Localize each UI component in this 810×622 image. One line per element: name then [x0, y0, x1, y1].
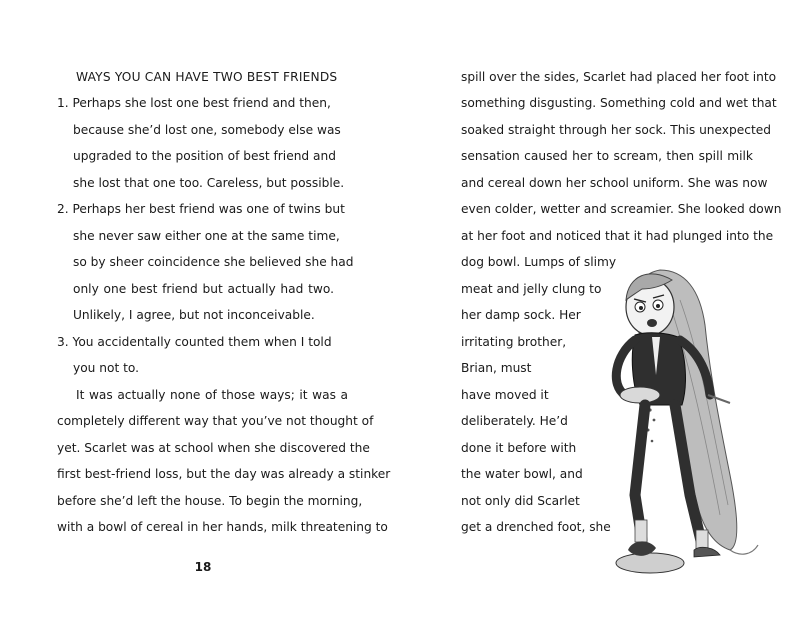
list-item-1-line-3: upgraded to the position of best friend and [73, 149, 336, 163]
section-heading: WAYS YOU CAN HAVE TWO BEST FRIENDS [76, 70, 338, 84]
list-item-1-line-1: 1. Perhaps she lost one best friend and then, [57, 96, 331, 110]
body-line-2: something disgusting. Something cold and wet that [461, 96, 777, 110]
list-item-1-line-4: she lost that one too. Careless, but possible. [73, 176, 345, 190]
paragraph-line-2: completely different way that you’ve not thought of [57, 414, 374, 428]
wrapped-line-5: Brian, must [461, 361, 532, 375]
list-item-3-line-2: you not to. [73, 361, 139, 375]
paragraph-line-1: It was actually none of those ways; it was a [76, 388, 348, 402]
page-number: 18 [194, 560, 212, 574]
paragraph-line-3: yet. Scarlet was at school when she discovered the [57, 441, 370, 455]
wrapped-line-8: done it before with [461, 441, 577, 455]
wrapped-line-7: deliberately. He’d [461, 414, 568, 428]
body-line-1: spill over the sides, Scarlet had placed her foot into [461, 70, 777, 84]
list-item-2-line-3: so by sheer coincidence she believed she had [73, 255, 354, 269]
list-item-2-line-1: 2. Perhaps her best friend was one of twins but [57, 202, 345, 216]
wrapped-line-6: have moved it [461, 388, 549, 402]
wrapped-line-4: irritating brother, [461, 335, 567, 349]
list-item-1-line-2: because she’d lost one, somebody else was [73, 123, 341, 137]
list-item-3-line-1: 3. You accidentally counted them when I told [57, 335, 332, 349]
body-line-5: and cereal down her school uniform. She was now [461, 176, 768, 190]
paragraph-line-6: with a bowl of cereal in her hands, milk threatening to [57, 520, 388, 534]
scarlet-illustration-icon [590, 245, 765, 585]
wrapped-line-11: get a drenched foot, she [461, 520, 611, 534]
wrapped-line-10: not only did Scarlet [461, 494, 580, 508]
list-item-2-line-4: only one best friend but actually had two. [73, 282, 334, 296]
wrapped-line-2: meat and jelly clung to [461, 282, 602, 296]
body-line-6: even colder, wetter and screamier. She looked down [461, 202, 782, 216]
list-item-2-line-2: she never saw either one at the same time, [73, 229, 340, 243]
list-item-2-line-5: Unlikely, I agree, but not inconceivable. [73, 308, 315, 322]
wrapped-line-3: her damp sock. Her [461, 308, 581, 322]
wrapped-line-1: dog bowl. Lumps of slimy [461, 255, 617, 269]
body-line-7: at her foot and noticed that it had plunged into the [461, 229, 774, 243]
body-line-3: soaked straight through her sock. This unexpected [461, 123, 771, 137]
paragraph-line-5: before she’d left the house. To begin the morning, [57, 494, 363, 508]
body-line-4: sensation caused her to scream, then spill milk [461, 149, 753, 163]
wrapped-line-9: the water bowl, and [461, 467, 583, 481]
paragraph-line-4: first best-friend loss, but the day was already a stinker [57, 467, 391, 481]
